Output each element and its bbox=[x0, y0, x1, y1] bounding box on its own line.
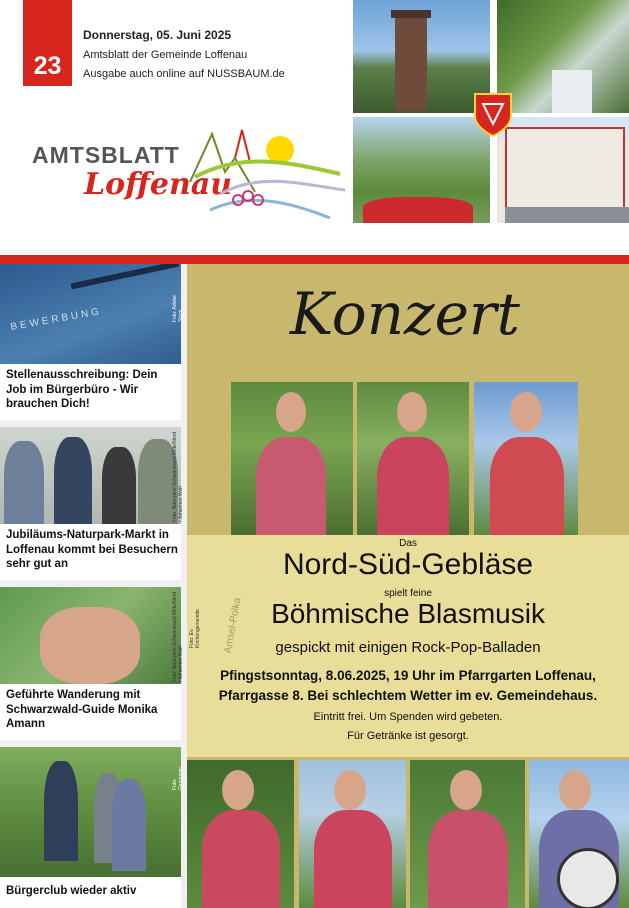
musician-photo bbox=[410, 760, 525, 908]
photo-credit: Foto: Naturpark Schwarzwald Mitte/Nord / Johannes Wolf bbox=[172, 591, 184, 682]
news-headline-job[interactable]: Stellenausschreibung: Dein Job im Bürgerbüro - Wir brauchen Dich! bbox=[6, 369, 158, 410]
photo-credit: Foto: Naturpark Schwarzwald Mitte/Nord / Johannes Wolf bbox=[172, 431, 184, 522]
poster-where: Pfarrgasse 8. Bei schlechtem Wetter im ev. Gemeindehaus. bbox=[218, 688, 598, 703]
tile-photo-application bbox=[0, 264, 181, 364]
poster-note-entry: Eintritt frei. Um Spenden wird gebeten. bbox=[313, 711, 503, 723]
musician-photo bbox=[357, 382, 469, 535]
tile-photo-market bbox=[0, 427, 181, 524]
musician-photo bbox=[187, 760, 294, 908]
poster-genre: Böhmische Blasmusik bbox=[271, 598, 545, 629]
poster-extra: gespickt mit einigen Rock-Pop-Balladen bbox=[275, 639, 541, 656]
photo-waterfall bbox=[497, 0, 629, 113]
photo-town-hall bbox=[497, 117, 629, 223]
photo-tower bbox=[353, 0, 490, 113]
tile-photo-hike bbox=[0, 587, 181, 684]
musician-photo bbox=[299, 760, 406, 908]
publisher-line: Amtsblatt der Gemeinde Loffenau bbox=[83, 49, 248, 61]
photo-park bbox=[353, 117, 490, 223]
divider-band bbox=[0, 255, 629, 264]
poster-das: Das bbox=[399, 538, 417, 549]
tile-photo-club bbox=[0, 747, 181, 877]
news-headline-hike[interactable]: Geführte Wanderung mit Schwarzwald-Guide Monika Amann bbox=[6, 689, 158, 730]
photo-credit: Foto: Ev. Kirchengemeinde bbox=[189, 609, 201, 648]
logo-amtsblatt-text: AMTSBLATT bbox=[32, 142, 180, 168]
issue-number: 23 bbox=[33, 52, 62, 80]
poster-band-name: Nord-Süd-Gebläse bbox=[282, 548, 534, 581]
news-headline-club[interactable]: Bürgerclub wieder aktiv bbox=[6, 885, 137, 897]
sheet-music-text: Amsel-Polka bbox=[222, 596, 244, 655]
musician-photo bbox=[474, 382, 578, 535]
tile-image-text: BEWERBUNG bbox=[9, 306, 103, 333]
poster-when: Pfingstsonntag, 8.06.2025, 19 Uhr im Pfarrgarten Loffenau, bbox=[220, 668, 596, 683]
musician-photo bbox=[529, 760, 629, 908]
coat-of-arms-icon bbox=[473, 92, 513, 138]
poster-title: Konzert bbox=[290, 280, 520, 348]
news-headline-market[interactable]: Jubiläums-Naturpark-Markt in Loffenau kommt bei Besuchern sehr gut an bbox=[6, 529, 178, 570]
musician-photo bbox=[231, 382, 353, 535]
logo-loffenau-text: Loffenau bbox=[84, 167, 233, 202]
poster-note-drinks: Für Getränke ist gesorgt. bbox=[347, 730, 469, 742]
photo-credit: Foto: Gemeinde bbox=[172, 766, 184, 790]
poster-spielt: spielt feine bbox=[384, 588, 432, 599]
issue-date: Donnerstag, 05. Juni 2025 bbox=[83, 28, 232, 42]
logo-landscape-graphic bbox=[180, 122, 350, 222]
photo-credit: Foto: Adobe Stock bbox=[172, 295, 184, 322]
online-line: Ausgabe auch online auf NUSSBAUM.de bbox=[83, 68, 285, 80]
